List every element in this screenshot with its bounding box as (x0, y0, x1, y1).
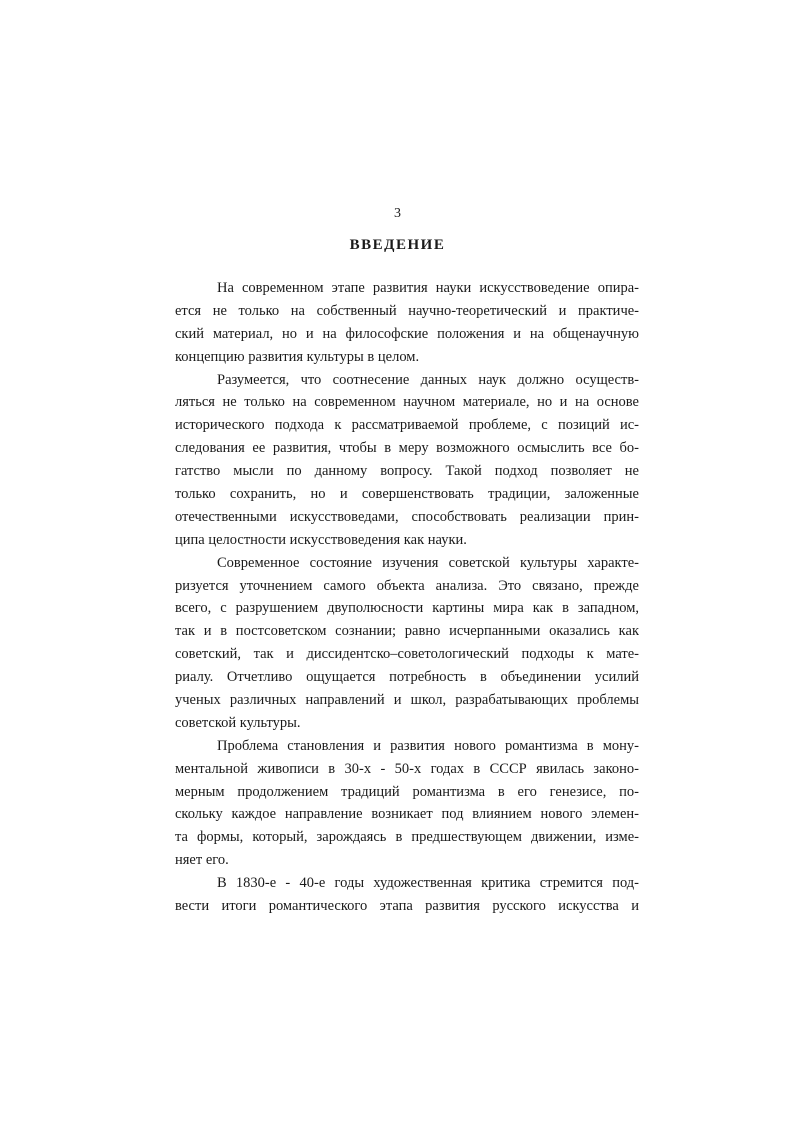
text-line: мерным продолжением традиций романтизма в его генезисе, по- (175, 783, 639, 800)
text-line: та формы, который, зарождаясь в предшествующем движении, изме- (175, 829, 639, 846)
body-text (175, 277, 639, 918)
text-line: На современном этапе развития науки искусствоведение опира- (217, 280, 639, 296)
text-line: гатство мысли по данному вопросу. Такой подход позволяет не (175, 463, 639, 480)
text-line: ский материал, но и на философские положения и на общенаучную (175, 325, 639, 342)
text-line: ляться не только на современном научном материале, но и на основе (175, 394, 639, 411)
text-line: Современное состояние изучения советской культуры характе- (217, 554, 639, 571)
text-line: ученых различных направлений и школ, разрабатывающих проблемы (175, 692, 639, 709)
text-line: ципа целостности искусствоведения как науки. (175, 531, 467, 548)
text-line: следования ее развития, чтобы в меру возможного осмыслить все бо- (175, 440, 639, 457)
text-line: скольку каждое направление возникает под влиянием нового элемен- (175, 806, 639, 823)
text-line: вести итоги романтического этапа развития русского искусства и (175, 898, 639, 915)
section-heading: ВВЕДЕНИЕ (349, 237, 446, 253)
text-line: ментальной живописи в 30-х - 50-х годах в СССР явилась законо- (175, 760, 639, 777)
text-line: отечественными искусствоведами, способствовать реализации прин- (175, 508, 639, 525)
text-line: так и в постсоветском сознании; равно исчерпанными оказались как (175, 623, 639, 640)
text-line: В 1830-е - 40-е годы художественная критика стремится под- (217, 875, 639, 892)
text-line: ризуется уточнением самого объекта анализа. Это связано, прежде (175, 577, 639, 594)
text-line: ется не только на собственный научно-теоретический и практиче- (175, 302, 639, 319)
text-line: концепцию развития культуры в целом. (175, 348, 420, 365)
text-line: Проблема становления и развития нового романтизма в мону- (217, 737, 639, 754)
text-line: исторического подхода к рассматриваемой проблеме, с позиций ис- (175, 417, 639, 434)
text-line: советской культуры. (175, 714, 301, 731)
text-line: няет его. (175, 852, 229, 869)
page-number: 3 (394, 206, 401, 221)
text-line: Разумеется, что соотнесение данных наук должно осуществ- (217, 371, 639, 388)
text-line: советский, так и диссидентско–советологический подходы к мате- (175, 646, 639, 663)
text-line: только сохранить, но и совершенствовать традиции, заложенные (175, 486, 639, 503)
text-line: риалу. Отчетливо ощущается потребность в объединении усилий (175, 669, 639, 686)
text-line: всего, с разрушением двуполюсности картины мира как в западном, (175, 600, 639, 617)
